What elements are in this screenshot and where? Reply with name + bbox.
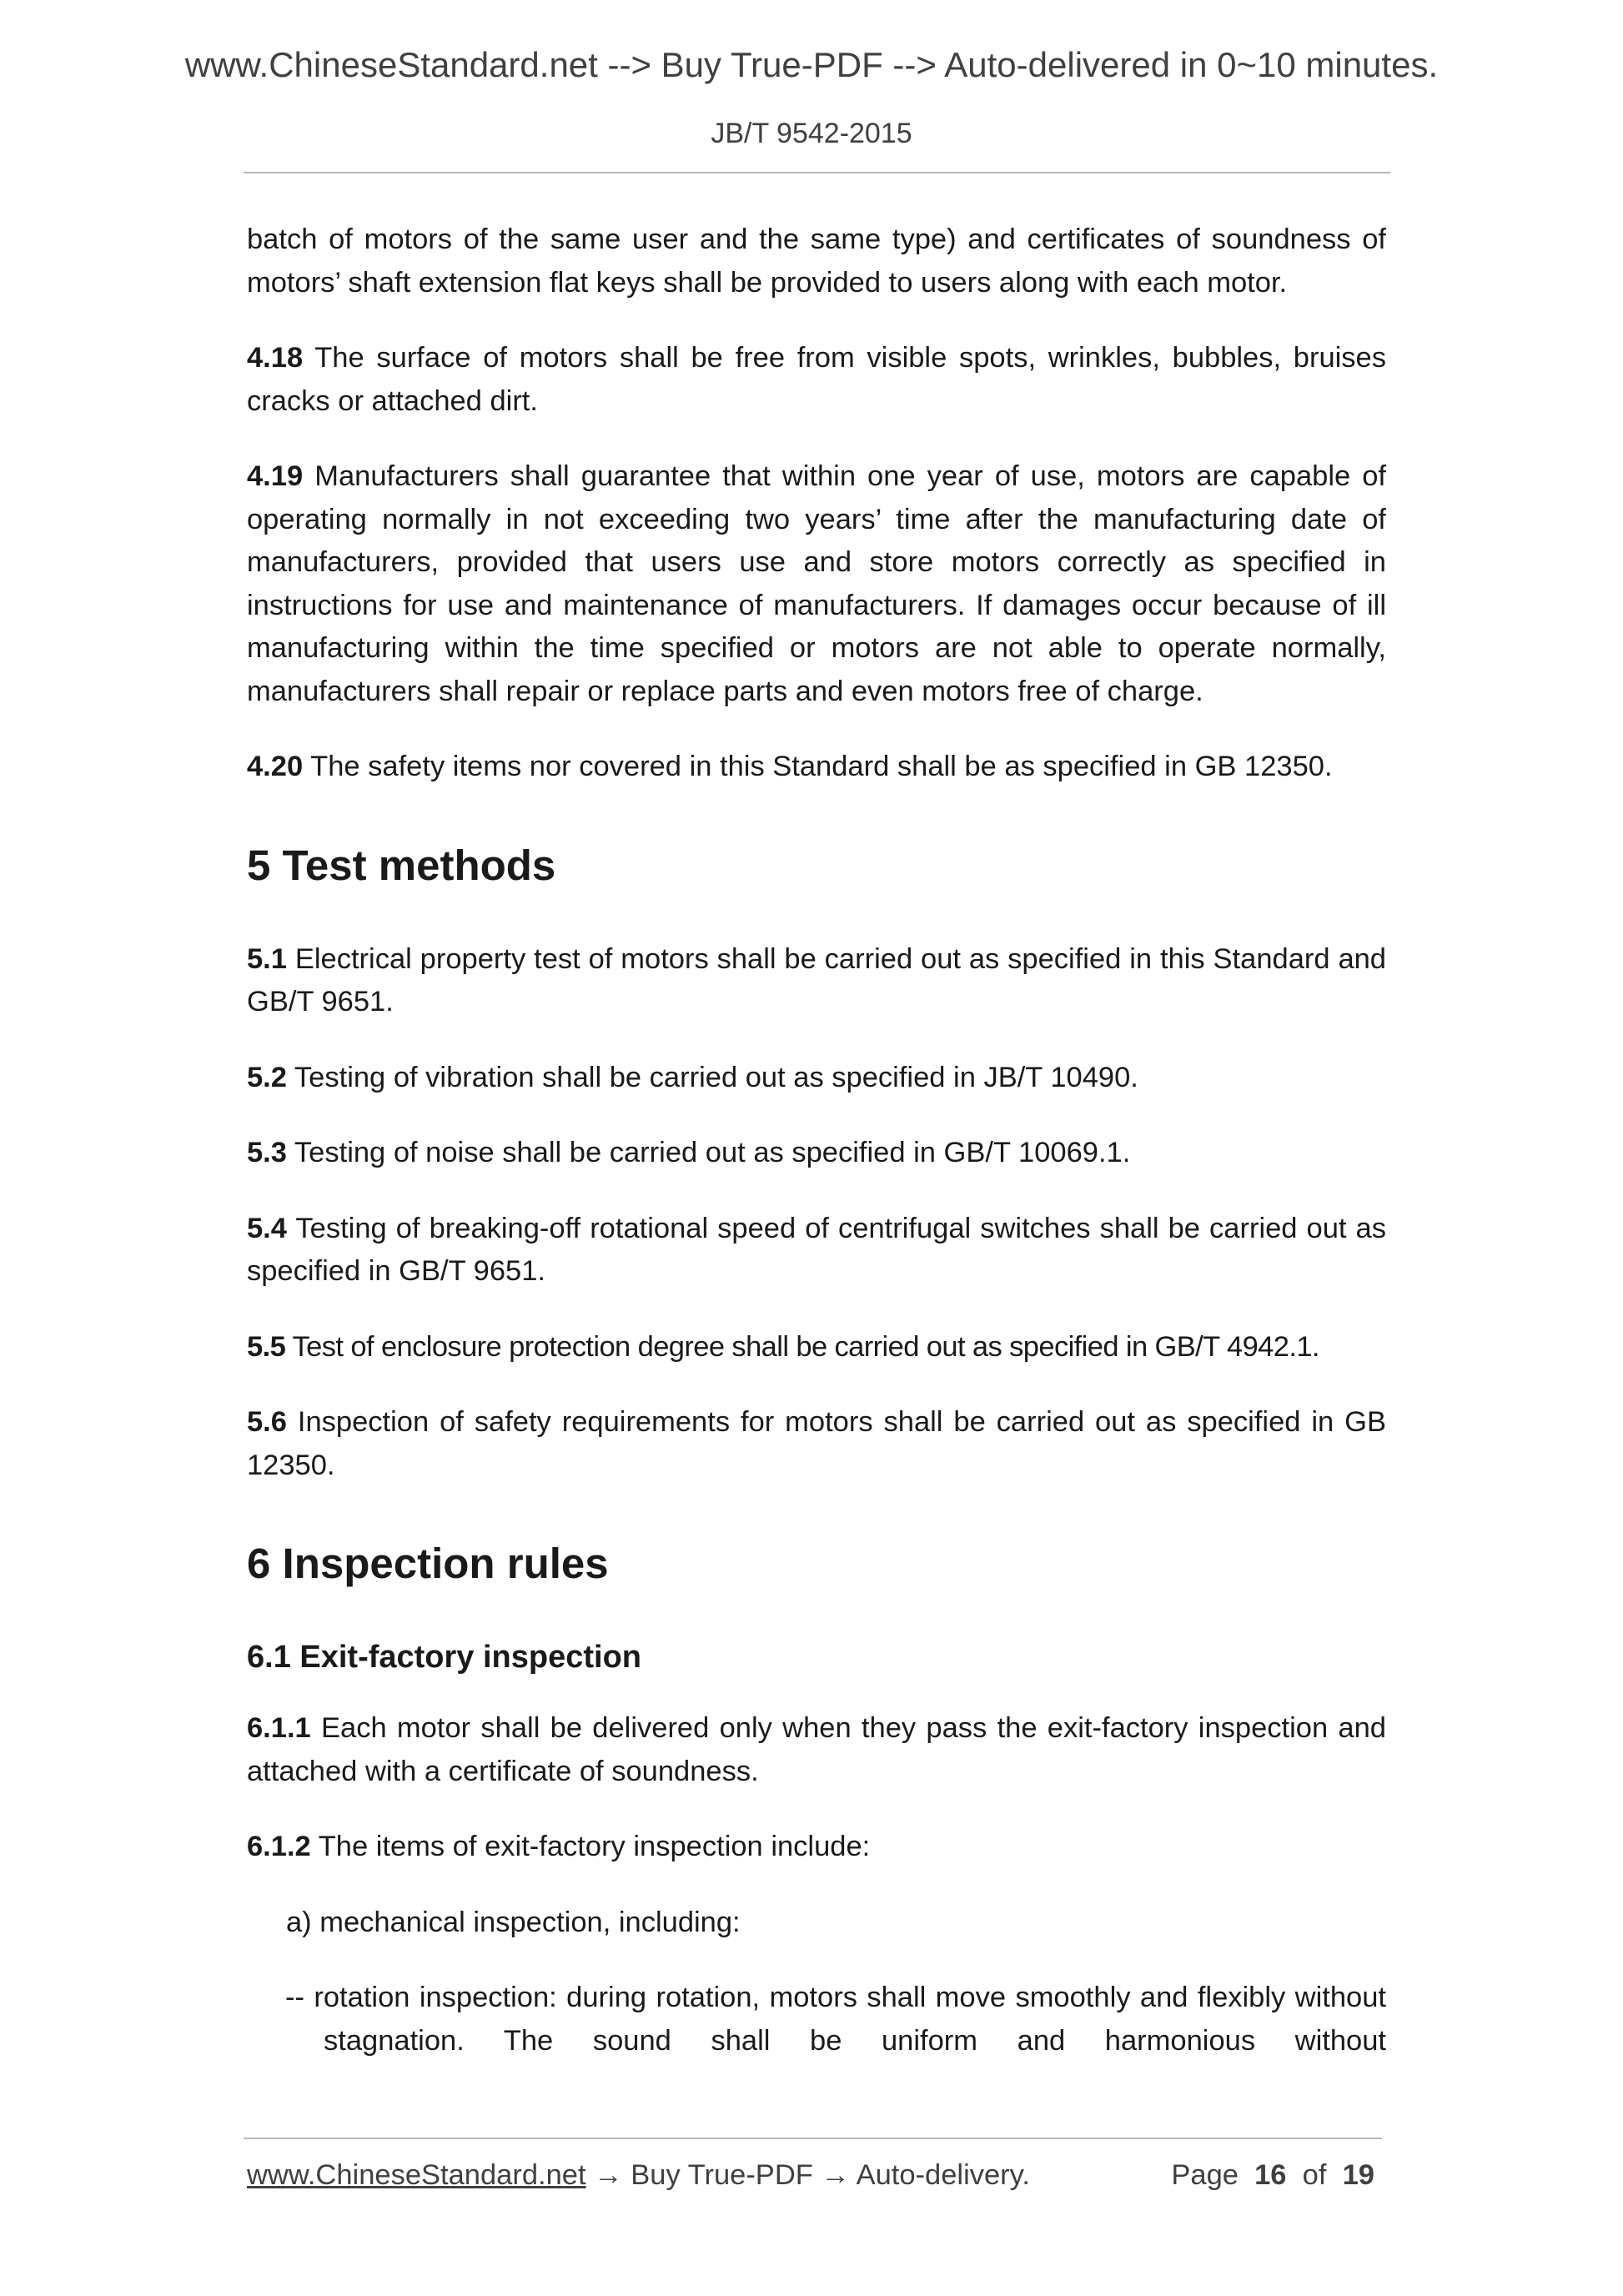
clause-5-5 xyxy=(247,1326,1386,1369)
clause-number: 5.3 xyxy=(247,1137,287,1168)
clause-number: 4.18 xyxy=(247,342,304,374)
page-indicator xyxy=(1171,2155,1374,2195)
clause-number: 5.2 xyxy=(247,1061,287,1093)
clause-text: Electrical property test of motors shall be carried out as specified in this Standard and GB/T 9651. xyxy=(247,942,1386,1017)
clause-4-19 xyxy=(247,455,1386,713)
clause-5-6 xyxy=(247,1401,1386,1487)
section-heading-6: 6 Inspection rules xyxy=(247,1540,609,1587)
page-content xyxy=(247,219,1386,2062)
clause-text: Testing of breaking-off rotational speed of centrifugal switches shall be carried out as specified in GB/T 9651. xyxy=(247,1212,1386,1287)
dash-list-item: -- rotation inspection: during rotation, motors shall move smoothly and flexibly without stagnation. The sound shall be uniform and harmonious without xyxy=(285,1982,1386,2057)
clause-text: Manufacturers shall guarantee that within one year of use, motors are capable of operating normally in not exceeding two years’ time after the manufacturing date of manufacturers, provided that users use and store motors correctly as specified in instructions for use and maintenance of manufacturers. If damages occur because of ill manufacturing within the time specified or motors are not able to operate normally, manufacturers shall repair or replace parts and even motors free of charge. xyxy=(247,460,1386,707)
clause-6-1-2 xyxy=(247,1826,1386,1869)
section-heading-5: 5 Test methods xyxy=(247,841,556,889)
clause-5-2 xyxy=(247,1057,1386,1100)
footer-tagline: → Buy True-PDF → Auto-delivery. xyxy=(585,2159,1030,2191)
clause-text: Inspection of safety requirements for motors shall be carried out as specified in GB 12350. xyxy=(247,1406,1386,1481)
clause-number: 5.4 xyxy=(247,1212,287,1244)
clause-text: Testing of vibration shall be carried out as specified in JB/T 10490. xyxy=(286,1061,1138,1093)
page-label: Page xyxy=(1171,2159,1239,2191)
clause-text: The items of exit-factory inspection include: xyxy=(310,1831,871,1862)
of-label: of xyxy=(1302,2159,1327,2191)
clause-6-1-1 xyxy=(247,1707,1386,1793)
clause-5-3 xyxy=(247,1132,1386,1175)
clause-4-18 xyxy=(247,337,1386,423)
clause-number: 5.6 xyxy=(247,1406,287,1438)
clause-number: 5.5 xyxy=(247,1330,286,1363)
clause-5-1 xyxy=(247,938,1386,1024)
header-divider xyxy=(244,172,1390,173)
footer-divider xyxy=(244,2138,1382,2139)
clause-5-4 xyxy=(247,1208,1386,1294)
document-code: JB/T 9542-2015 xyxy=(711,118,912,149)
clause-number: 6.1.1 xyxy=(247,1712,311,1744)
list-item-a: a) mechanical inspection, including: xyxy=(286,1906,741,1938)
paragraph-text: batch of motors of the same user and the same type) and certificates of soundness of motors’ shaft extension flat keys shall be provided to users along with each motor. xyxy=(247,224,1386,299)
clause-number: 4.20 xyxy=(247,751,304,782)
top-banner: www.ChineseStandard.net --> Buy True-PDF --> Auto-delivered in 0~10 minutes. xyxy=(184,45,1439,84)
clause-number: 5.1 xyxy=(247,942,287,975)
page-total: 19 xyxy=(1342,2159,1374,2191)
clause-text: The surface of motors shall be free from visible spots, wrinkles, bubbles, bruises cracks or attached dirt. xyxy=(247,342,1386,417)
clause-4-20 xyxy=(247,746,1386,789)
clause-number: 4.19 xyxy=(247,460,304,492)
clause-text: Each motor shall be delivered only when they pass the exit-factory inspection and attached with a certificate of soundness. xyxy=(247,1712,1386,1787)
clause-text: Test of enclosure protection degree shall be carried out as specified in GB/T 4942.1. xyxy=(285,1330,1319,1363)
footer-website-link[interactable]: www.ChineseStandard.net xyxy=(247,2159,586,2191)
subsection-heading-6-1: 6.1 Exit-factory inspection xyxy=(247,1640,642,1675)
page-number: 16 xyxy=(1254,2159,1287,2191)
clause-number: 6.1.2 xyxy=(247,1831,311,1862)
page-footer xyxy=(247,2155,1381,2195)
clause-text: Testing of noise shall be carried out as specified in GB/T 10069.1. xyxy=(286,1137,1131,1168)
continued-paragraph xyxy=(247,219,1386,304)
clause-text: The safety items nor covered in this Standard shall be as specified in GB 12350. xyxy=(303,751,1333,782)
